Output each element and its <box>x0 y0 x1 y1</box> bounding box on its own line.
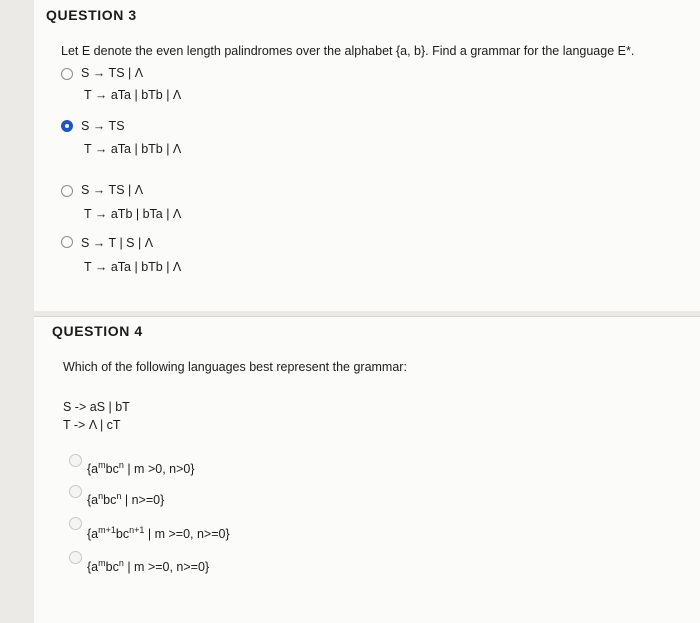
q4-option-1-radio[interactable] <box>69 454 82 467</box>
q3-option-3-line2: T → aTb | bTa | Λ <box>84 207 182 221</box>
q3-option-3-line1: S → TS | Λ <box>81 183 144 197</box>
q3-option-2-radio-selected[interactable] <box>61 120 73 132</box>
q3-option-4-radio[interactable] <box>61 236 73 248</box>
q3-option-1-radio[interactable] <box>61 68 73 80</box>
question-4-prompt: Which of the following languages best represent the grammar: <box>63 360 407 374</box>
q4-option-4-radio[interactable] <box>69 551 82 564</box>
question-3-title: QUESTION 3 <box>46 7 137 23</box>
q4-option-1-label: {$a^mbc^n$ | m >0, n>0} <box>87 460 195 476</box>
q3-option-4-line1: S → T | S | Λ <box>81 236 154 250</box>
question-4-title: QUESTION 4 <box>52 323 143 339</box>
q4-option-2-label: {$a^nbc^n$ | n>=0} <box>87 491 165 507</box>
q4-option-4-label: {$a^mbc^n$ | m >=0, n>=0} <box>87 558 210 574</box>
q4-option-3-label: {$a^{m+1}bc^{n+1}$ | m >=0, n>=0} <box>87 525 230 541</box>
q4-option-3-radio[interactable] <box>69 517 82 530</box>
question-4-grammar-line2: T -> Λ | cT <box>63 418 121 432</box>
question-4-panel <box>34 316 700 623</box>
q3-option-2-line1: S → TS <box>81 119 125 133</box>
q3-option-1-line2: T → aTa | bTb | Λ <box>84 88 182 102</box>
question-3-panel <box>34 0 700 311</box>
question-3-prompt: Let E denote the even length palindromes over the alphabet {a, b}. Find a grammar for the language E*. <box>61 44 635 58</box>
q3-option-2-line2: T → aTa | bTb | Λ <box>84 142 182 156</box>
q3-option-3-radio[interactable] <box>61 185 73 197</box>
q4-option-2-radio[interactable] <box>69 485 82 498</box>
q3-option-1-line1: S → TS | Λ <box>81 66 144 80</box>
q3-option-4-line2: T → aTa | bTb | Λ <box>84 260 182 274</box>
question-4-grammar-line1: S -> aS | bT <box>63 400 130 414</box>
